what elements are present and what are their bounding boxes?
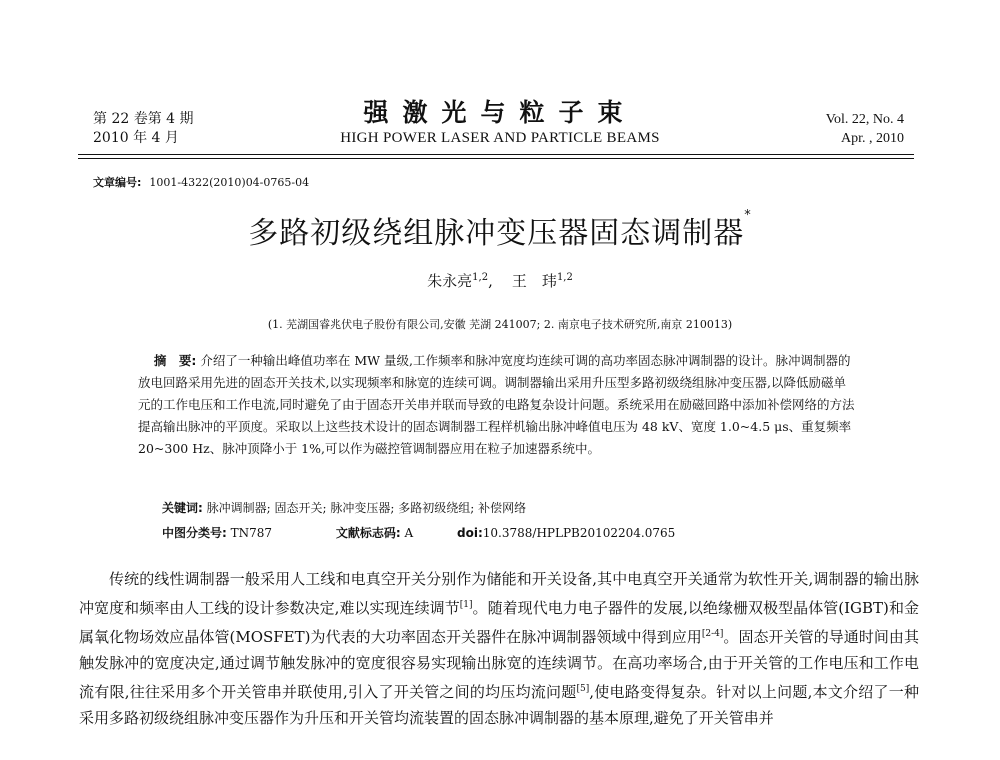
header-rule-thin — [78, 158, 914, 159]
affiliation: (1. 芜湖国睿兆伏电子股份有限公司,安徽 芜湖 241007; 2. 南京电子技术研究所,南京 210013) — [267, 318, 733, 331]
citation-1[interactable]: [1] — [459, 600, 473, 610]
clc-value: TN787 — [230, 526, 273, 540]
author-2: 王 玮 — [511, 272, 557, 290]
author-1-affil: 1,2 — [472, 272, 489, 283]
citation-5[interactable]: [5] — [576, 684, 590, 694]
keywords — [162, 499, 526, 516]
body-paragraph — [79, 566, 919, 731]
paper-title — [0, 208, 1000, 252]
doi-value: 10.3788/HPLPB20102204.0765 — [482, 526, 676, 540]
paper-title-footnote-mark: * — [744, 208, 752, 223]
paper-title-text: 多路初级绕组脉冲变压器固态调制器 — [248, 216, 745, 251]
abstract — [138, 350, 858, 460]
body-text-part-3: 。固态开关管的导通时间由其触发脉冲的宽度决定,通过调节触发脉冲的宽度很容易实现输出脉宽的连续调节。在高功率场合,由于开关管的工作电压和工作电流有限,往往采用多个开关管串并联使用,引入了开关管之间的均压均流问题 — [79, 628, 919, 701]
journal-date-en: Apr. , 2010 — [841, 131, 904, 146]
doc-code-label: 文献标志码: — [335, 526, 401, 540]
journal-volume-issue-cn: 第 22 卷第 4 期 — [93, 111, 194, 127]
body-text-part-1: 传统的线性调制器一般采用人工线和电真空开关分别作为储能和开关设备,其中电真空开关通常为软性开关,调制器的输出脉冲宽度和频率由人工线的设计参数决定,难以实现连续调节 — [79, 570, 919, 617]
doi-label: doi: — [457, 526, 483, 540]
article-number-value: 1001-4322(2010)04-0765-04 — [149, 176, 310, 189]
authors: 朱永亮$^{1,2}$, 王 玮$^{1,2}$ — [427, 272, 573, 290]
doc-code-value: A — [404, 526, 414, 540]
body-text — [79, 566, 919, 731]
clc-label: 中图分类号: — [162, 526, 227, 540]
body-text-part-2: 。随着现代电力电子器件的发展,以绝缘栅双极型晶体管(IGBT)和金属氧化物场效应晶体管(MOSFET)为代表的大功率固态开关器件在脉冲调制器领域中得到应用 — [79, 599, 919, 646]
body-text-part-4: ,使电路变得复杂。针对以上问题,本文介绍了一种采用多路初级绕组脉冲变压器作为升压和开关管均流装置的固态脉冲调制器的基本原理,避免了开关管串并 — [79, 683, 919, 727]
header-rule-thick — [78, 154, 914, 155]
author-1: 朱永亮 — [427, 272, 473, 290]
abstract-text: 介绍了一种输出峰值功率在 MW 量级,工作频率和脉冲宽度均连续可调的高功率固态脉冲调制器的设计。脉冲调制器的放电回路采用先进的固态开关技术,以实现频率和脉宽的连续可调。调制器输出采用升压型多路初级绕组脉冲变压器,以降低励磁单元的工作电压和工作电流,同时避免了由于固态开关串并联而导致的电路复杂设计问题。系统采用在励磁回路中添加补偿网络的方法提高输出脉冲的平顶度。采取以上这些技术设计的固态调制器工程样机输出脉冲峰值电压为 48 kV、宽度 1.0~4.5 μs、重复频率 20~300 Hz、脉冲顶降小于 1%,可以作为磁控管调制器应用在粒子加速器系统中。 — [138, 353, 855, 456]
keywords-text: 脉冲调制器; 固态开关; 脉冲变压器; 多路初级绕组; 补偿网络 — [206, 501, 527, 515]
abstract-label: 摘 要: — [153, 353, 197, 368]
citation-2-4[interactable]: [2-4] — [701, 629, 724, 639]
journal-volume-en-block — [826, 110, 904, 148]
article-number — [93, 174, 309, 190]
classification-line — [162, 524, 675, 541]
journal-title-cn: 强激光与粒子束 — [363, 98, 637, 127]
journal-date-cn: 2010 年 4 月 — [93, 130, 179, 146]
author-2-affil: 1,2 — [556, 272, 573, 283]
article-number-label: 文章编号: — [93, 176, 142, 189]
journal-title-en: HIGH POWER LASER AND PARTICLE BEAMS — [340, 130, 660, 146]
keywords-label: 关键词: — [162, 501, 203, 515]
journal-volume-issue-en: Vol. 22, No. 4 — [825, 112, 904, 127]
